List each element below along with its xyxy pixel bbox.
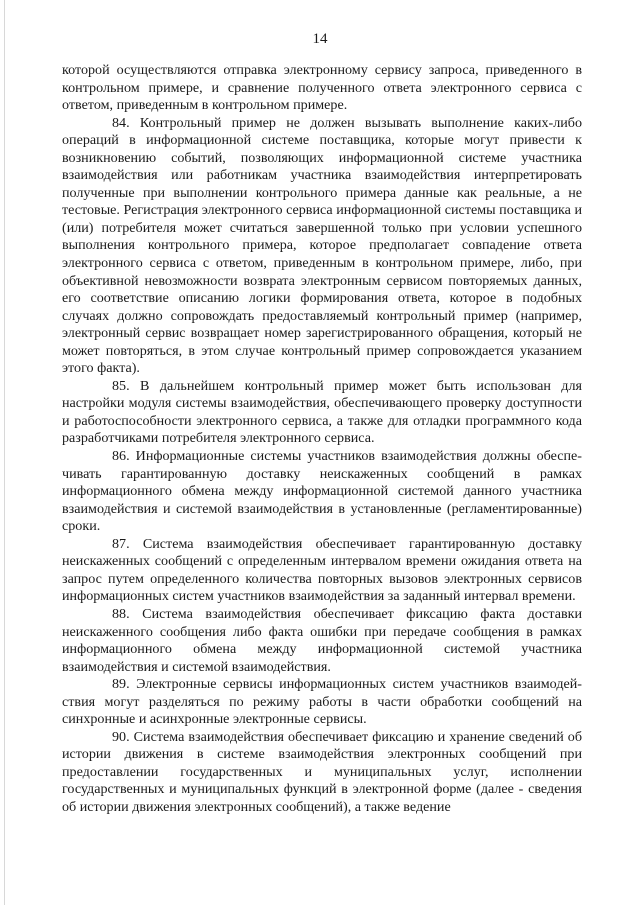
paragraph-86: 86. Информационные системы участников взаимодействия должны обеспечивать гарантированную доставку неискаженных сообщений в рамках информационного обмена между информационной системой данного участника взаимодействия и системой взаимодействия в установленные (регламентированные) сроки. <box>62 448 582 535</box>
paragraph-87: 87. Система взаимодействия обеспечивает гарантированную доставку неискаженных сообщений с определенным интервалом времени ожидания ответа на запрос путем определенного количества повторных вызовов электронных сервисов информационных систем участников взаимодействия за заданный интервал времени. <box>62 535 582 605</box>
paragraph-85: 85. В дальнейшем контрольный пример может быть использован для настройки модуля системы взаимодействия, обеспечивающего проверку доступности и работоспособности электронного сервиса, а также для отладки программного кода разработчиками потребителя электронного сервиса. <box>62 377 582 447</box>
document-body <box>62 62 582 817</box>
paragraph-90: 90. Система взаимодействия обеспечивает фиксацию и хранение сведений об истории движения в системе взаимодействия электронных сообщений при предоставлении государственных и муниципальных услуг, исполнении государственных и муниципальных функций в электронной форме (далее - сведения об истории движения электронных сообщений), а также ведение <box>62 728 582 815</box>
paragraph-89: 89. Электронные сервисы информационных систем участников взаимодействия могут разделяться по режиму работы в части обработки сообщений на синхронные и асинхронные электронные сервисы. <box>62 676 582 728</box>
paragraph-88: 88. Система взаимодействия обеспечивает фиксацию факта доставки неискаженного сообщения либо факта ошибки при передаче сообщения в рамках информационного обмена между информационной системой участника взаимодействия и системой взаимодействия. <box>62 605 582 675</box>
scan-edge-line <box>4 0 5 905</box>
paragraph-84: 84. Контрольный пример не должен вызывать выполнение каких-либо операций в информационной системе поставщика, которые могут привести к возникновению событий, позволяющих информационной системе участника взаимодействия или работникам участника взаимодействия интерпретировать полученные при выполнении контрольного примера данные как реальные, а не тестовые. Регистрация электронного сервиса информационной системы поставщика и (или) потребителя может считаться завершенной только при условии успешного выполнения контрольного примера, которое предполагает совпадение ответа электронного сервиса с ответом, приведенным в контрольном примере, либо, при объективной невозможности возврата электронным сервисом повторяемых данных, его соответствие описанию логики формирования ответа, которое в подобных случаях должно сопровождать предоставляемый контрольный пример (например, электронный сервис возвращает номер зарегистрированного обращения, который не может повторяться, в этом случае контрольный пример сопровождается указанием этого факта). <box>62 114 582 377</box>
paragraph-continuation: которой осуществляются отправка электронному сервису запроса, приведенного в контрольном примере, и сравнение полученного ответа электронного сервиса с ответом, приведенным в контрольном примере. <box>62 62 582 114</box>
page-number: 14 <box>312 31 328 47</box>
